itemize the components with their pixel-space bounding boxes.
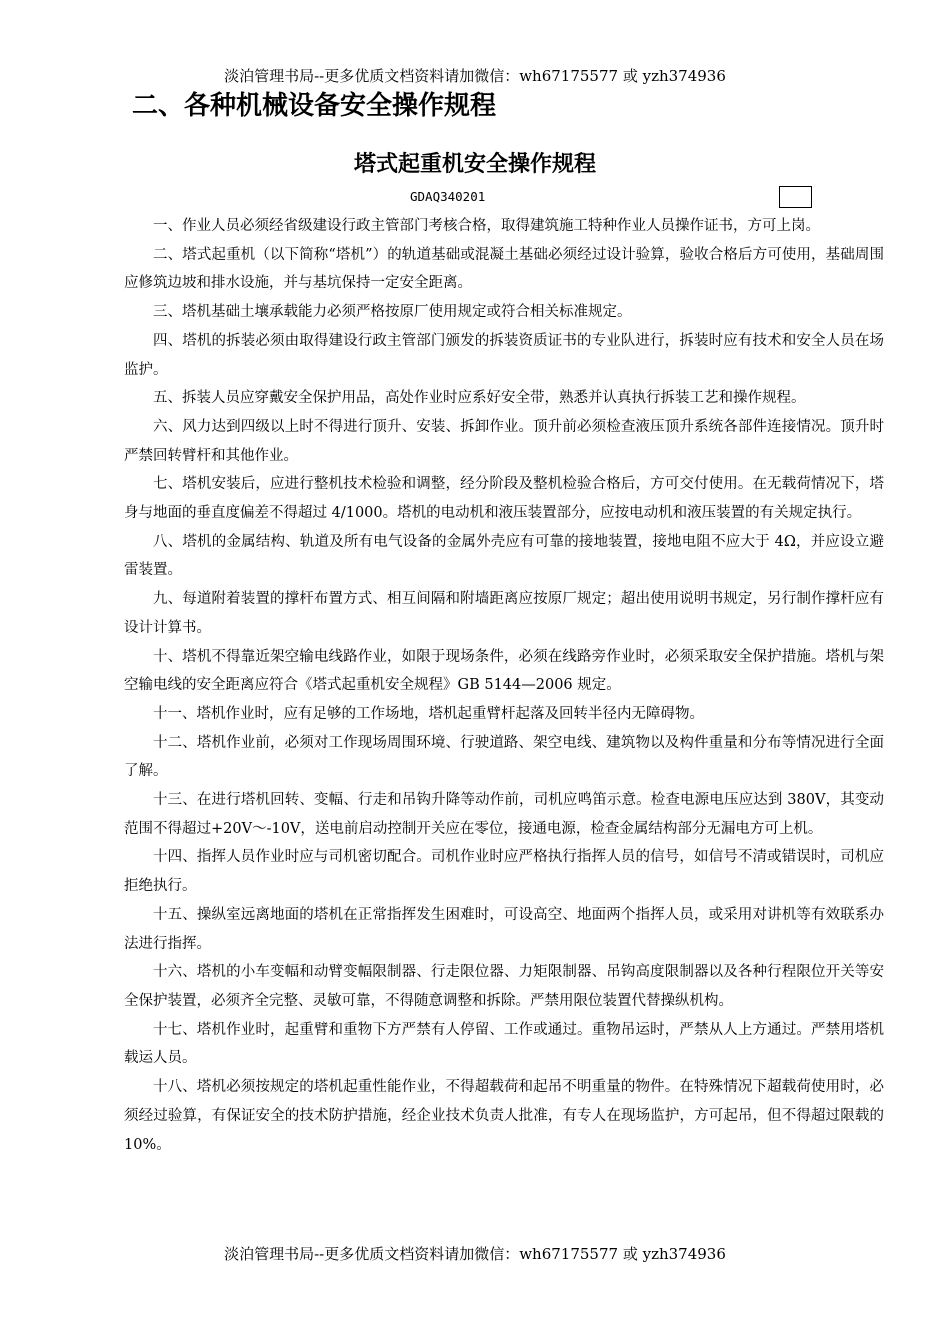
regulation-item-18: 十八、塔机必须按规定的塔机起重性能作业，不得超载荷和起吊不明重量的物件。在特殊情况下超载荷使用时，必须经过验算，有保证安全的技术防护措施，经企业技术负责人批准，有专人在现场监护，方可起吊，但不得超过限载的10%。 — [124, 1079, 884, 1153]
regulation-item-8: 八、塔机的金属结构、轨道及所有电气设备的金属外壳应有可靠的接地装置，接地电阻不应大于 4Ω，并应设立避雷装置。 — [124, 533, 884, 579]
regulation-item-9: 九、每道附着装置的撑杆布置方式、相互间隔和附墙距离应按原厂规定；超出使用说明书规定，另行制作撑杆应有设计计算书。 — [124, 591, 884, 636]
regulation-item-3: 三、塔机基础土壤承载能力必须严格按原厂使用规定或符合相关标准规定。 — [153, 304, 632, 321]
regulation-item-1: 一、作业人员必须经省级建设行政主管部门考核合格，取得建筑施工特种作业人员操作证书，方可上岗。 — [153, 218, 820, 234]
section-title: 二、各种机械设备安全操作规程 — [132, 91, 497, 121]
code-box — [779, 186, 812, 208]
regulation-item-7: 七、塔机安装后，应进行整机技术检验和调整，经分阶段及整机检验合格后，方可交付使用。在无载荷情况下，塔身与地面的垂直度偏差不得超过 4/1000。塔机的电动机和液压装置部分，应按电动机和液压装置的有关规定执行。 — [124, 476, 884, 522]
regulation-item-15: 十五、操纵室远离地面的塔机在正常指挥发生困难时，可设高空、地面两个指挥人员，或采用对讲机等有效联系办法进行指挥。 — [124, 906, 884, 952]
regulation-item-10: 十、塔机不得靠近架空输电线路作业，如限于现场条件，必须在线路旁作业时，必须采取安全保护措施。塔机与架空输电线的安全距离应符合《塔式起重机安全规程》GB 5144—2006 规定。 — [124, 648, 884, 694]
regulation-item-11: 十一、塔机作业时，应有足够的工作场地，塔机起重臂杆起落及回转半径内无障碍物。 — [153, 705, 704, 722]
regulation-item-14: 十四、指挥人员作业时应与司机密切配合。司机作业时应严格执行指挥人员的信号，如信号不清或错误时，司机应拒绝执行。 — [124, 849, 884, 895]
document-code: GDAQ340201 — [410, 189, 486, 204]
regulation-item-16: 十六、塔机的小车变幅和动臂变幅限制器、行走限位器、力矩限制器、吊钩高度限制器以及各种行程限位开关等安全保护装置，必须齐全完整、灵敏可靠，不得随意调整和拆除。严禁用限位装置代替操纵机构。 — [124, 964, 884, 1009]
regulation-item-13: 十三、在进行塔机回转、变幅、行走和吊钩升降等动作前，司机应鸣笛示意。检查电源电压应达到 380V，其变动范围不得超过+20V～-10V，送电前启动控制开关应在零位，接通电源，检查金属结构部分无漏电方可上机。 — [124, 792, 884, 837]
regulation-item-2: 二、塔式起重机（以下简称“塔机”）的轨道基础或混凝土基础必须经过设计验算，验收合格后方可使用，基础周围应修筑边坡和排水设施，并与基坑保持一定安全距离。 — [124, 246, 884, 292]
page-header-note: 淡泊管理书局--更多优质文档资料请加微信：wh67175577 或 yzh374936 — [224, 67, 726, 85]
page-footer-note: 淡泊管理书局--更多优质文档资料请加微信：wh67175577 或 yzh374936 — [224, 1245, 726, 1263]
regulation-item-17: 十七、塔机作业时，起重臂和重物下方严禁有人停留、工作或通过。重物吊运时，严禁从人上方通过。严禁用塔机载运人员。 — [124, 1021, 884, 1067]
regulation-item-5: 五、拆装人员应穿戴安全保护用品，高处作业时应系好安全带，熟悉并认真执行拆装工艺和操作规程。 — [153, 390, 806, 407]
regulation-body — [124, 212, 884, 1159]
regulation-item-12: 十二、塔机作业前，必须对工作现场周围环境、行驶道路、架空电线、建筑物以及构件重量和分布等情况进行全面了解。 — [124, 734, 884, 780]
document-title: 塔式起重机安全操作规程 — [353, 152, 596, 177]
regulation-item-6: 六、风力达到四级以上时不得进行顶升、安装、拆卸作业。顶升前必须检查液压顶升系统各部件连接情况。顶升时严禁回转臂杆和其他作业。 — [124, 418, 884, 464]
regulation-item-4: 四、塔机的拆装必须由取得建设行政主管部门颁发的拆装资质证书的专业队进行，拆装时应有技术和安全人员在场监护。 — [124, 332, 884, 378]
